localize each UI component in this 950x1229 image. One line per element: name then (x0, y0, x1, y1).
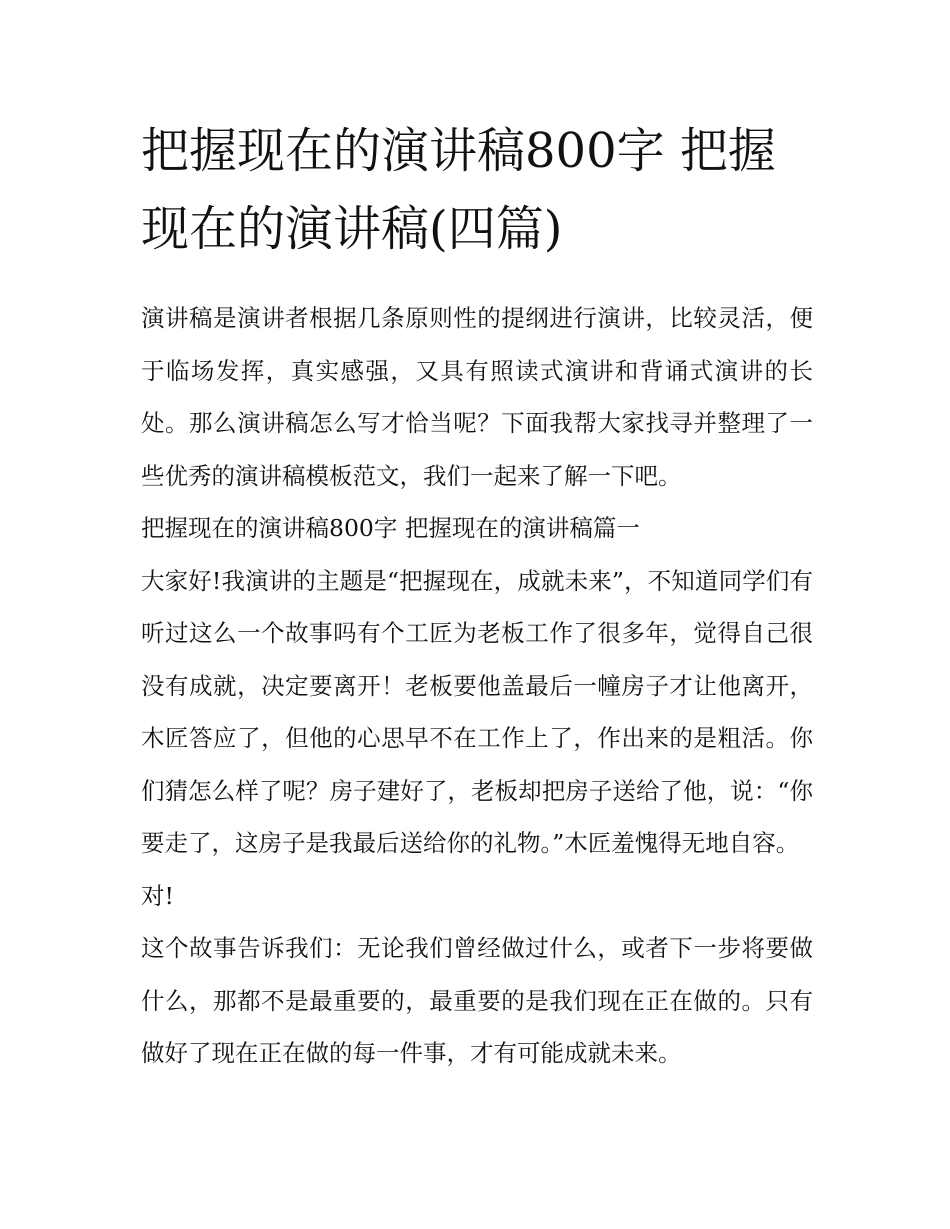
paragraph-intro: 演讲稿是演讲者根据几条原则性的提纲进行演讲，比较灵活，便于临场发挥，真实感强，又具有照读式演讲和背诵式演讲的长处。那么演讲稿怎么写才恰当呢？下面我帮大家找寻并整理了一些优秀的演讲稿模板范文，我们一起来了解一下吧。 (141, 304, 813, 490)
paragraph-story: 大家好!我演讲的主题是“把握现在，成就未来”，不知道同学们有听过这么一个故事吗有个工匠为老板工作了很多年，觉得自己很没有成就，决定要离开！老板要他盖最后一幢房子才让他离开，木匠答应了，但他的心思早不在工作上了，作出来的是粗活。你们猜怎么样了呢？房子建好了，老板却把房子送给了他，说：“你要走了，这房子是我最后送给你的礼物。”木匠羞愧得无地自容。 (141, 566, 813, 857)
paragraph-exclamation: 对! (141, 881, 174, 910)
document-body (141, 292, 813, 1080)
paragraph-moral: 这个故事告诉我们：无论我们曾经做过什么，或者下一步将要做什么，那都不是最重要的，最重要的是我们现在正在做的。只有做好了现在正在做的每一件事，才有可能成就未来。 (141, 934, 813, 1067)
document-page (141, 112, 813, 1080)
document-title: 把握现在的演讲稿800字 把握现在的演讲稿(四篇) (141, 123, 776, 257)
section-heading: 把握现在的演讲稿800字 把握现在的演讲稿篇一 (141, 514, 640, 542)
